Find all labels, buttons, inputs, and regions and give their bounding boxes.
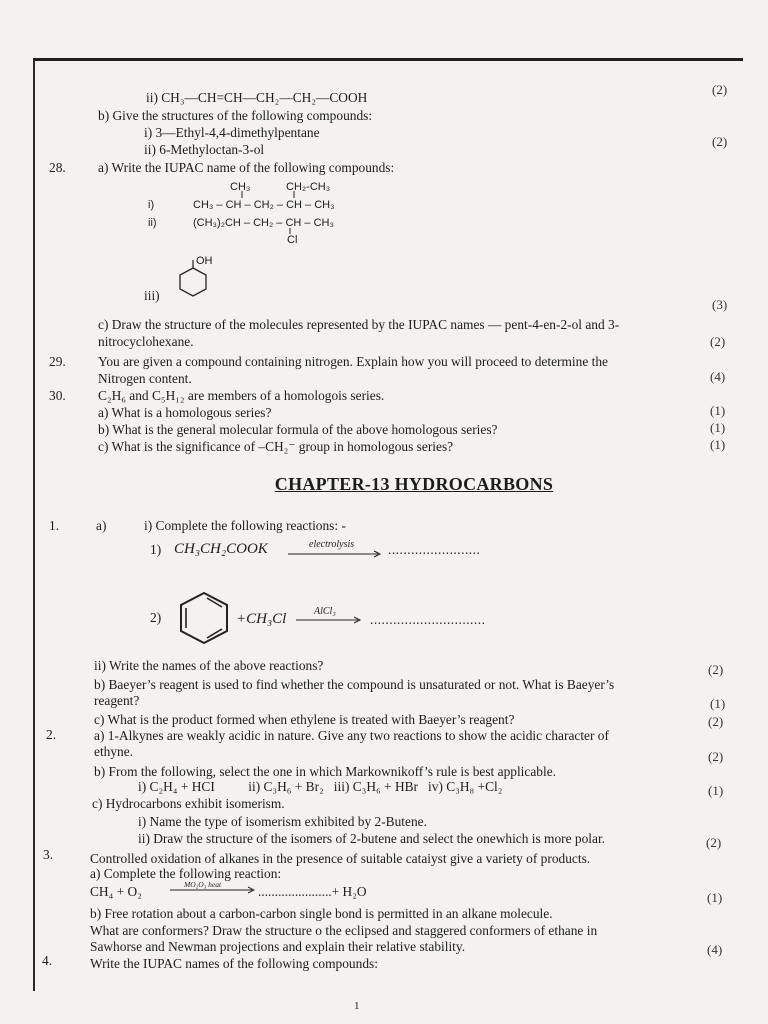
marks: (1) [708, 783, 724, 798]
q27-b-i: i) 3—Ethyl-4,4-dimethylpentane [144, 125, 320, 140]
page-number: 1 [354, 1000, 360, 1012]
structure-label: OH [196, 255, 213, 267]
c2-b: b) From the following, select the one in which Markownikoff’s rule is best applicable. [94, 764, 556, 779]
c2-b-options: i) C₂H₄ + HCI ii) C₃H₆ + Br₂ iii) C₃H₆ + HBr iv) C₃H₈ +Cl₂ [138, 779, 503, 794]
structure-label: CH₃ [230, 181, 251, 193]
answer-blank: .............................. [370, 612, 486, 627]
item-label: i) [148, 199, 155, 211]
c2-c: c) Hydrocarbons exhibit isomerism. [92, 796, 285, 811]
question-number: 4. [42, 953, 53, 968]
q30-c: c) What is the significance of –CH₂⁻ group in homologous series? [98, 439, 454, 454]
marks: (2) [708, 749, 724, 764]
c2-c-ii: ii) Draw the structure of the isomers of 2-butene and select the onewhich is more polar. [138, 831, 606, 846]
q28-c: c) Draw the structure of the molecules represented by the IUPAC names — pent-4-en-2-ol and 3- [98, 317, 620, 332]
reaction-arrow [296, 616, 366, 624]
c2-a: ethyne. [94, 744, 134, 759]
question-number: 29. [49, 354, 66, 369]
marks: (1) [710, 696, 726, 711]
q27-b: b) Give the structures of the following compounds: [98, 108, 373, 123]
reaction-arrow [170, 886, 260, 894]
question-number: 28. [49, 160, 66, 175]
part-label: a) [96, 518, 107, 533]
q28-c: nitrocyclohexane. [98, 334, 194, 349]
reaction-label: 1) [150, 542, 162, 557]
c4-text: Write the IUPAC names of the following compounds: [90, 956, 378, 971]
c1-a-ii: ii) Write the names of the above reactions? [94, 658, 324, 673]
item-label: iii) [144, 288, 160, 303]
q30-b: b) What is the general molecular formula of the above homologous series? [98, 422, 498, 437]
c2-c-i: i) Name the type of isomerism exhibited by 2-Butene. [138, 814, 427, 829]
marks: (2) [710, 334, 726, 349]
c1-b: b) Baeyer’s reagent is used to find whether the compound is unsaturated or not. What is Baeyer’s [94, 677, 615, 692]
structure-label: Cl [287, 234, 298, 246]
marks: (1) [707, 890, 723, 905]
reaction-arrow [288, 550, 384, 558]
marks: (1) [710, 420, 726, 435]
marks: (4) [710, 369, 726, 384]
equation-left: CH₄ + O₂ [90, 884, 142, 899]
c3-b: Sawhorse and Newman projections and explain their relative stability. [90, 939, 466, 954]
reaction-label: 2) [150, 610, 162, 625]
c3-b: What are conformers? Draw the structure o the eclipsed and staggered conformers of ethane in [90, 923, 598, 938]
c3-b: b) Free rotation about a carbon-carbon single bond is permitted in an alkane molecule. [90, 906, 553, 921]
chapter-title: CHAPTER-13 HYDROCARBONS [274, 474, 554, 494]
c1-a-i: i) Complete the following reactions: - [144, 518, 346, 533]
question-number: 1. [49, 518, 60, 533]
q27-b-ii: ii) 6-Methyloctan-3-ol [144, 142, 265, 157]
marks: (4) [707, 942, 723, 957]
q29-text: You are given a compound containing nitrogen. Explain how you will proceed to determine the [98, 354, 608, 369]
marks: (2) [712, 82, 728, 97]
reaction-reactant: CH₃CH₂COOK [174, 541, 268, 557]
structure-label: CH₂-CH₃ [286, 181, 331, 193]
structure-formula: (CH₃)₂CH – CH₂ – CH – CH₃ [193, 217, 334, 229]
question-number: 30. [49, 388, 66, 403]
answer-blank: ........................ [388, 542, 481, 557]
q30-intro: C₂H₆ and C₅H₁₂ are members of a homologois series. [98, 388, 385, 403]
reaction-condition: MO₂O₃ heat [184, 880, 222, 889]
marks: (1) [710, 437, 726, 452]
marks: (2) [712, 134, 728, 149]
benzene-structure [176, 590, 232, 646]
question-number: 3. [43, 847, 54, 862]
c1-b: reagent? [94, 693, 140, 708]
marks: (2) [708, 714, 724, 729]
marks: (1) [710, 403, 726, 418]
c3-a: a) Complete the following reaction: [90, 866, 282, 881]
equation-right: ......................+ H₂O [258, 884, 367, 899]
c3-intro: Controlled oxidation of alkanes in the presence of suitable cataiyst give a variety of products. [90, 851, 591, 866]
q28-a: a) Write the IUPAC name of the following compounds: [98, 160, 395, 175]
reaction-reagent: +CH₃Cl [236, 611, 287, 627]
reaction-condition: AlCl₃ [314, 606, 336, 617]
item-label: ii) [148, 217, 157, 229]
marks: (2) [706, 835, 722, 850]
marks: (3) [712, 297, 728, 312]
c2-a: a) 1-Alkynes are weakly acidic in nature. Give any two reactions to show the acidic character of [94, 728, 609, 743]
reaction-condition: electrolysis [309, 539, 355, 550]
c1-c: c) What is the product formed when ethylene is treated with Baeyer’s reagent? [94, 712, 515, 727]
q30-a: a) What is a homologous series? [98, 405, 272, 420]
question-number: 2. [46, 727, 57, 742]
q27-ii: ii) CH₃—CH=CH—CH₂—CH₂—COOH [146, 90, 368, 105]
structure-formula: CH₃ – CH – CH₂ – CH – CH₃ [193, 199, 335, 211]
q29-text: Nitrogen content. [98, 371, 192, 386]
marks: (2) [708, 662, 724, 677]
